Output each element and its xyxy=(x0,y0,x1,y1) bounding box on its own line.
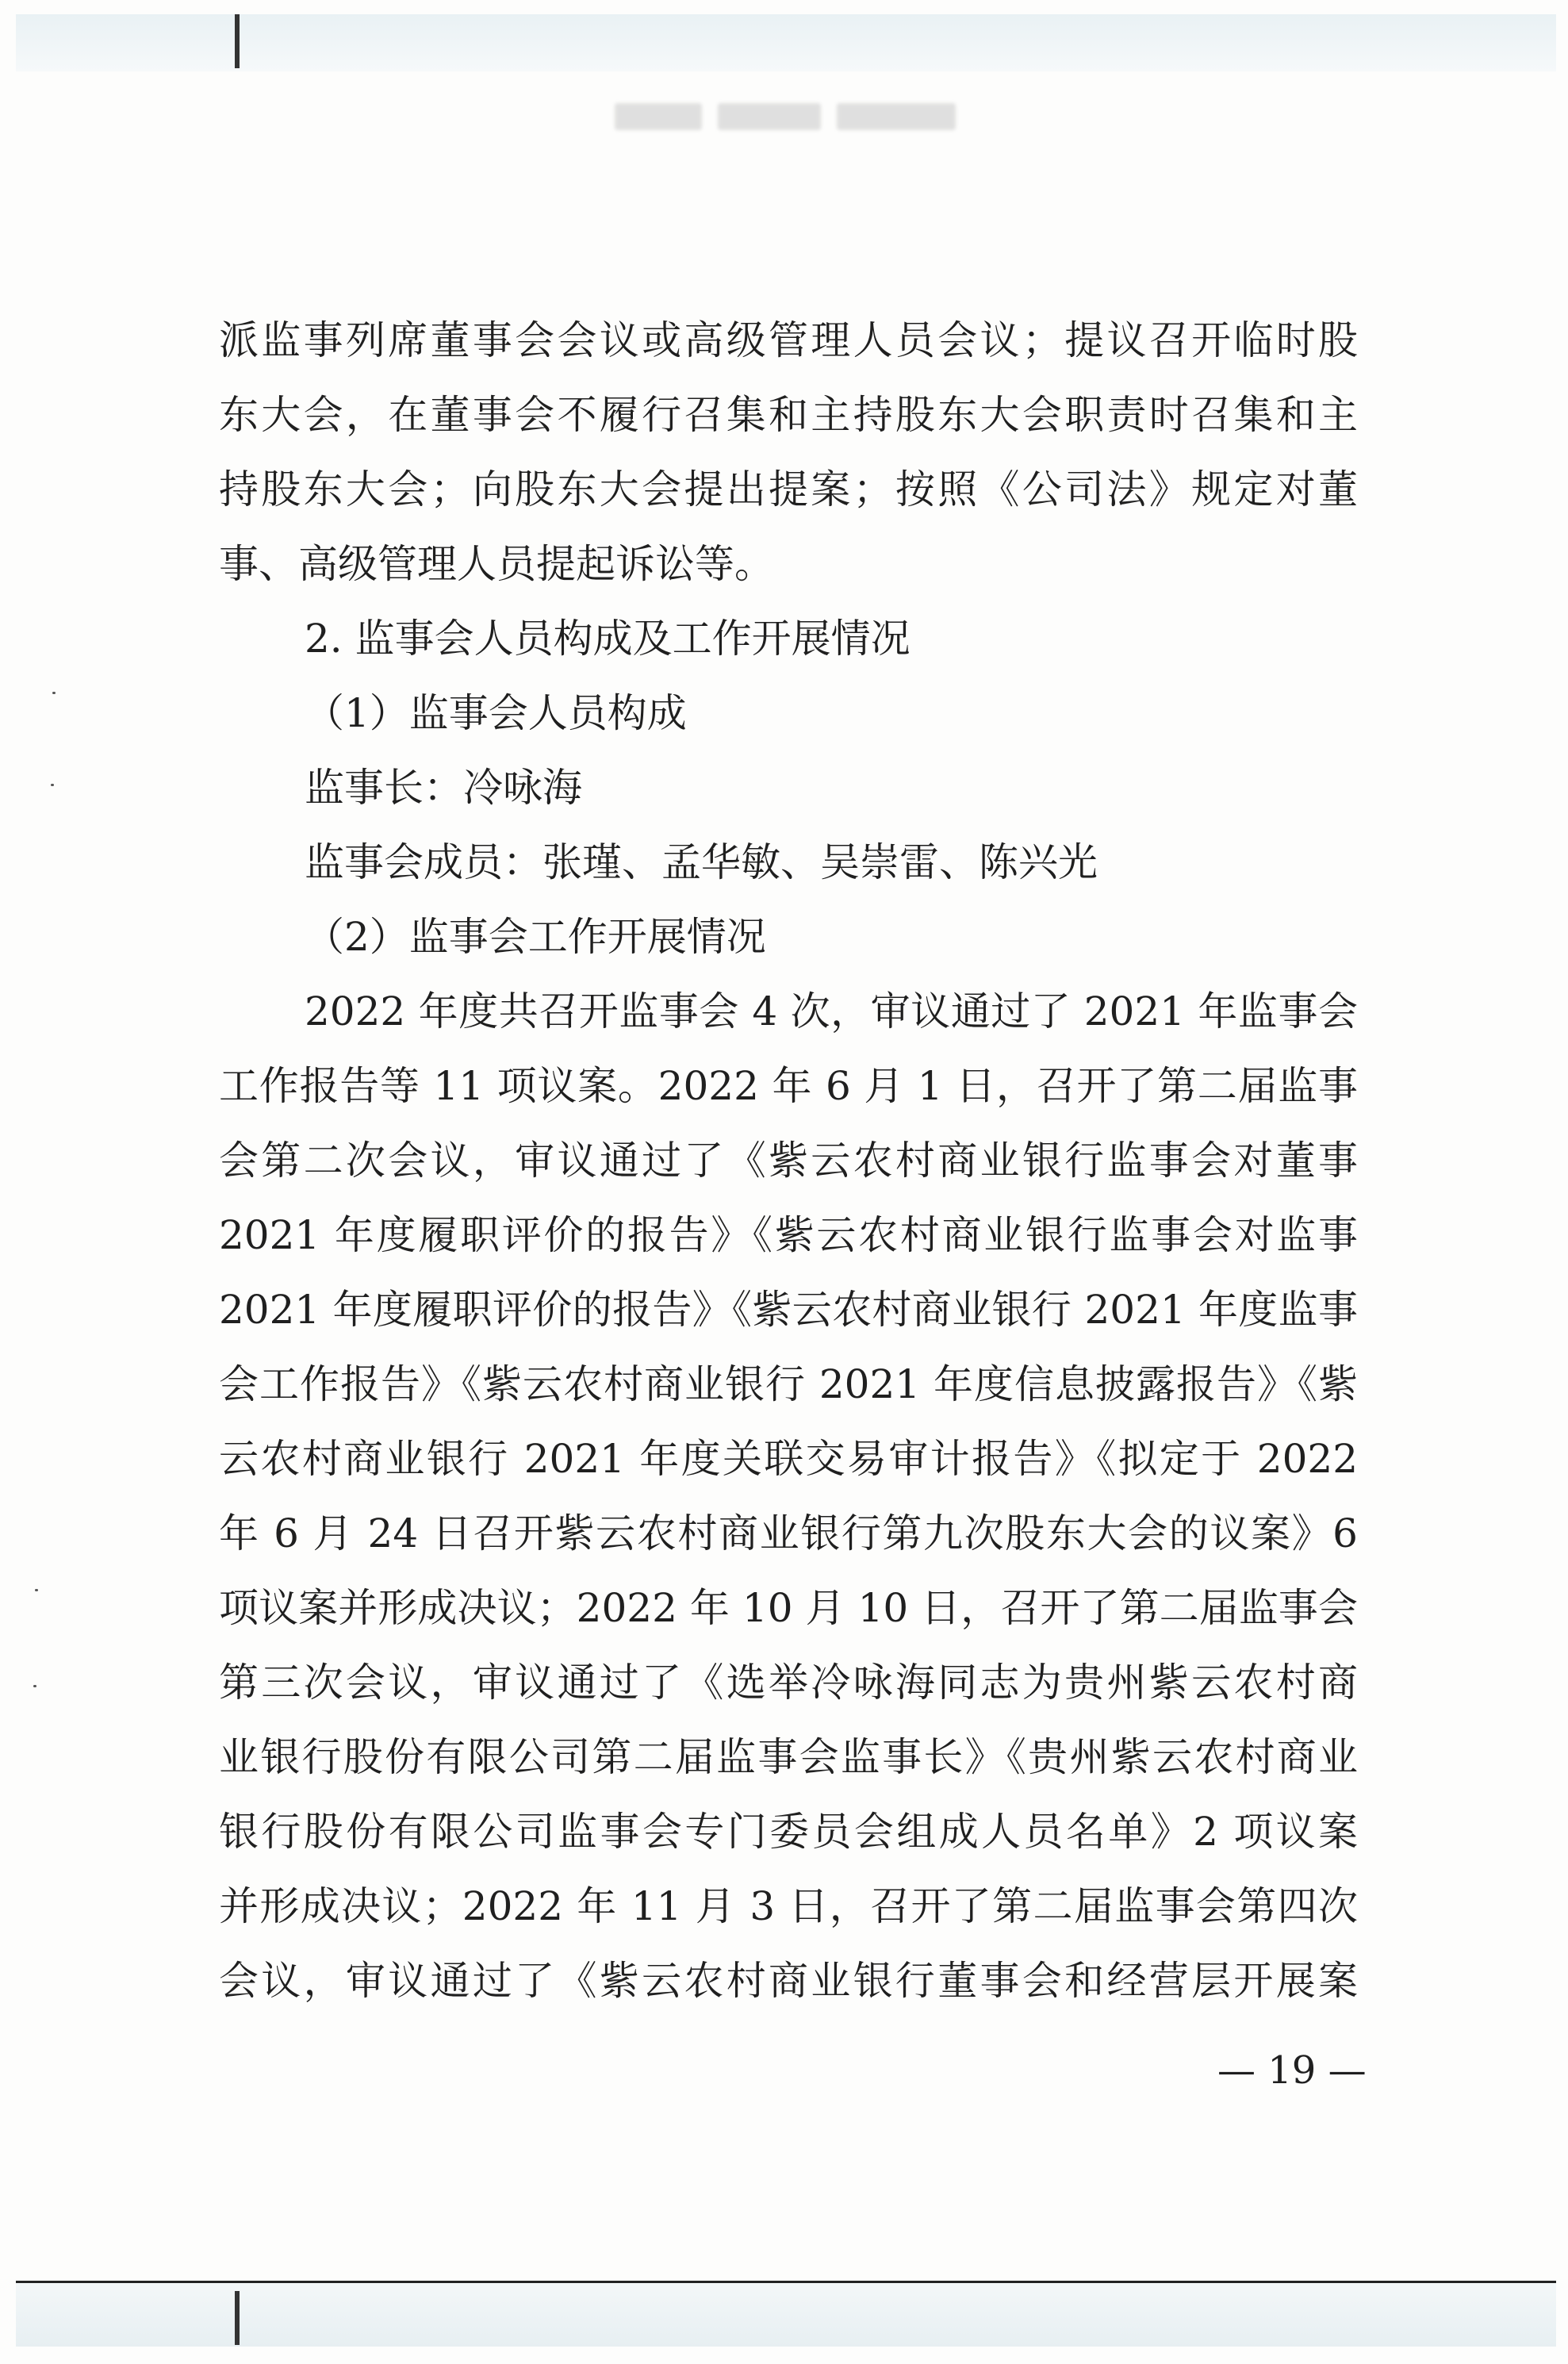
text-line: 会工作报告》《紫云农村商业银行 2021 年度信息披露报告》《紫 xyxy=(219,1361,1358,1407)
binding-mark-top xyxy=(235,14,240,68)
text-line: 第三次会议，审议通过了《选举冷咏海同志为贵州紫云农村商 xyxy=(219,1660,1358,1706)
scan-speck xyxy=(51,784,54,786)
text-line: 东大会，在董事会不履行召集和主持股东大会职责时召集和主 xyxy=(219,392,1358,438)
text-line: 工作报告等 11 项议案。2022 年 6 月 1 日，召开了第二届监事 xyxy=(219,1063,1358,1109)
text-line: 并形成决议；2022 年 11 月 3 日，召开了第二届监事会第四次 xyxy=(219,1883,1358,1929)
text-line: 项议案并形成决议；2022 年 10 月 10 日，召开了第二届监事会 xyxy=(219,1585,1358,1631)
binding-mark-bottom xyxy=(235,2291,240,2345)
scan-border-bottom xyxy=(16,2283,1556,2347)
text-line: 2021 年度履职评价的报告》《紫云农村商业银行 2021 年度监事 xyxy=(219,1287,1358,1333)
page-number: — 19 — xyxy=(1217,2048,1367,2093)
subsection-heading: （1）监事会人员构成 xyxy=(305,690,687,736)
faded-header-watermark xyxy=(615,89,980,144)
text-line: 监事长：冷咏海 xyxy=(305,765,582,811)
text-line: 会议，审议通过了《紫云农村商业银行董事会和经营层开展案 xyxy=(219,1958,1358,2004)
text-line: 持股东大会；向股东大会提出提案；按照《公司法》规定对董 xyxy=(219,466,1358,512)
section-heading: 2. 监事会人员构成及工作开展情况 xyxy=(305,616,911,662)
text-line: 银行股份有限公司监事会专门委员会组成人员名单》2 项议案 xyxy=(219,1809,1358,1855)
scan-border-top xyxy=(16,14,1556,71)
text-line: 派监事列席董事会会议或高级管理人员会议；提议召开临时股 xyxy=(219,317,1358,363)
text-line: 事、高级管理人员提起诉讼等。 xyxy=(219,541,774,587)
text-line: 监事会成员：张瑾、孟华敏、吴崇雷、陈兴光 xyxy=(305,839,1098,885)
text-line: 2021 年度履职评价的报告》《紫云农村商业银行监事会对监事 xyxy=(219,1212,1358,1258)
text-line: 云农村商业银行 2021 年度关联交易审计报告》《拟定于 2022 xyxy=(219,1436,1358,1482)
scan-speck xyxy=(35,1589,38,1591)
text-line: 业银行股份有限公司第二届监事会监事长》《贵州紫云农村商业 xyxy=(219,1734,1358,1780)
scan-speck xyxy=(52,692,56,694)
text-line: 2022 年度共召开监事会 4 次，审议通过了 2021 年监事会 xyxy=(305,988,1358,1034)
text-line: 会第二次会议，审议通过了《紫云农村商业银行监事会对董事 xyxy=(219,1138,1358,1184)
subsection-heading: （2）监事会工作开展情况 xyxy=(305,914,766,960)
text-line: 年 6 月 24 日召开紫云农村商业银行第九次股东大会的议案》6 xyxy=(219,1510,1358,1556)
scan-speck xyxy=(33,1685,36,1687)
body-text xyxy=(219,303,1358,2018)
